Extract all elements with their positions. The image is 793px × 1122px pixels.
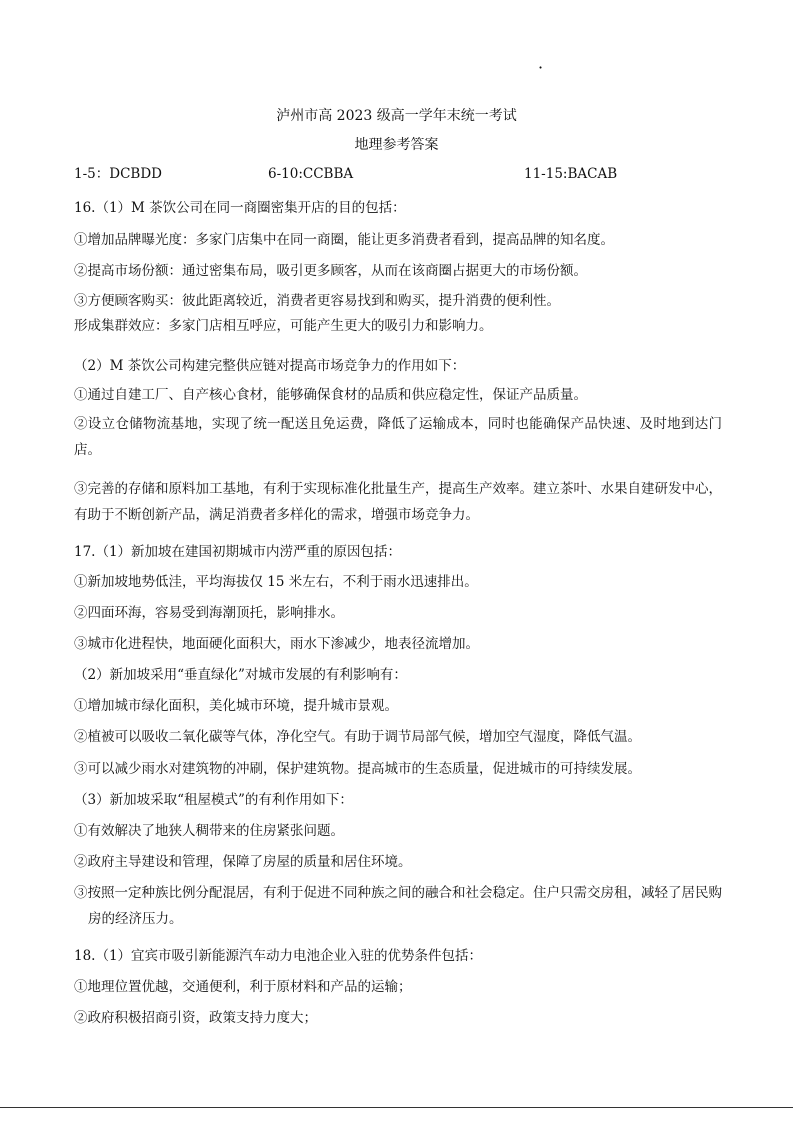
answers-1-5: 1-5：DCBDD [74,166,162,182]
q17-part2-intro: （2）新加坡采用“垂直绿化”对城市发展的有利影响有： [74,667,407,683]
q17-part2-item2: ②植被可以吸收二氧化碳等气体，净化空气。有助于调节局部气候，增加空气湿度，降低气温。 [74,729,641,745]
q16-part2-item3: ③完善的存储和原料加工基地，有利于实现标准化批量生产，提高生产效率。建立茶叶、水果自建研发中心，有助于不断创新产品，满足消费者多样化的需求，增强市场竞争力。 [74,481,722,523]
q18-part1-item2: ②政府积极招商引资，政策支持力度大； [74,1010,317,1026]
page-bottom-rule [0,1107,793,1108]
q17-part1-intro: 17.（1）新加坡在建国初期城市内涝严重的原因包括： [74,544,402,560]
q17-part3-item1: ①有效解决了地狭人稠带来的住房紧张问题。 [74,823,344,839]
q16-part2-intro: （2）M 茶饮公司构建完整供应链对提高市场竞争力的作用如下： [74,358,466,374]
q18-part1-item1: ①地理位置优越，交通便利，利于原材料和产品的运输； [74,979,412,995]
q16-part1-intro: 16.（1）M 茶饮公司在同一商圈密集开店的目的包括： [74,200,406,216]
q17-part3-item2: ②政府主导建设和管理，保障了房屋的质量和居住环境。 [74,854,412,870]
q16-part2-item2: ②设立仓储物流基地，实现了统一配送且免运费，降低了运输成本，同时也能确保产品快速、及时地到达门店。 [74,416,722,458]
exam-subtitle: 地理参考答案 [354,137,439,153]
answers-6-10: 6-10:CCBBA [268,166,354,182]
q16-part1-item2: ②提高市场份额：通过密集布局，吸引更多顾客，从而在该商圈占据更大的市场份额。 [74,263,587,279]
q17-part1-item2: ②四面环海，容易受到海潮顶托，影响排水。 [74,605,344,621]
q16-part2-item1: ①通过自建工厂、自产核心食材，能够确保食材的品质和供应稳定性，保证产品质量。 [74,387,587,403]
q17-part1-item3: ③城市化进程快，地面硬化面积大，雨水下渗减少，地表径流增加。 [74,636,479,652]
q17-part3-item3: ③按照一定种族比例分配混居，有利于促进不同种族之间的融合和社会稳定。住户只需交房租，减轻了居民购房的经济压力。 [74,885,722,927]
q16-part1-item3: ③方便顾客购买：彼此距离较近，消费者更容易找到和购买，提升消费的便利性。 [74,293,560,309]
q16-part1-item4: 形成集群效应：多家门店相互呼应，可能产生更大的吸引力和影响力。 [74,318,493,334]
q17-part2-item3: ③可以减少雨水对建筑物的冲刷，保护建筑物。提高城市的生态质量，促进城市的可持续发展。 [74,761,641,777]
answers-11-15: 11-15:BACAB [524,166,618,182]
exam-title: 泸州市高 2023 级高一学年末统一考试 [276,108,517,124]
q17-part1-item1: ①新加坡地势低洼，平均海拔仅 15 米左右，不利于雨水迅速排出。 [74,574,478,590]
q17-part2-item1: ①增加城市绿化面积，美化城市环境，提升城市景观。 [74,698,398,714]
decorative-dot: · [538,58,544,77]
q17-part3-intro: （3）新加坡采取“租屋模式”的有利作用如下： [74,792,353,808]
q16-part1-item1: ①增加品牌曝光度：多家门店集中在同一商圈，能让更多消费者看到，提高品牌的知名度。 [74,232,614,248]
q18-part1-intro: 18.（1）宜宾市吸引新能源汽车动力电池企业入驻的优势条件包括： [74,948,483,964]
